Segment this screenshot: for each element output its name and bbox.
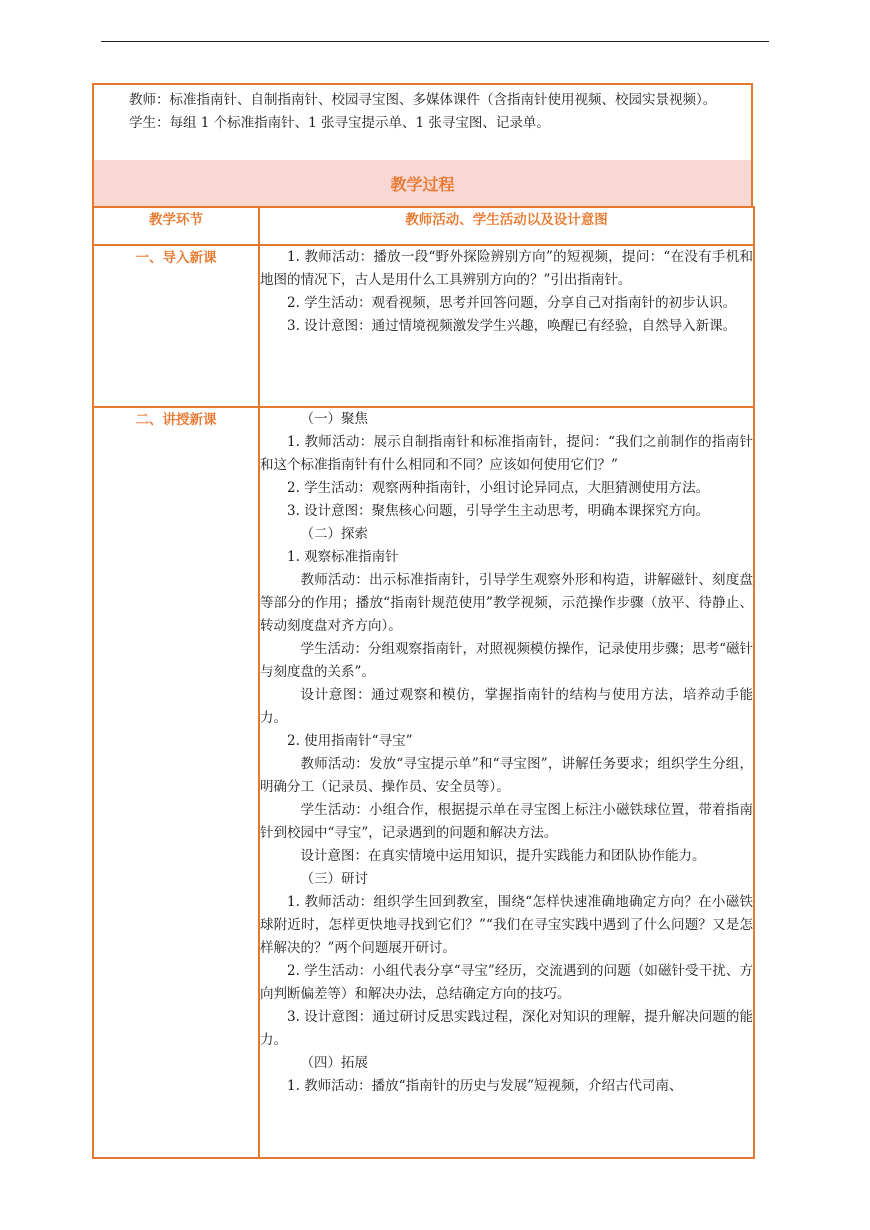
preparation-block bbox=[92, 83, 753, 162]
paragraph: 设计意图：通过观察和模仿，掌握指南针的结构与使用方法，培养动手能力。 bbox=[260, 687, 753, 726]
header-stage: 教学环节 bbox=[93, 207, 259, 245]
table-row bbox=[93, 245, 754, 407]
paragraph: 学生活动：分组观察指南针，对照视频模仿操作，记录使用步骤；思考“磁针与刻度盘的关系”。 bbox=[260, 641, 753, 680]
paragraph: 3. 设计意图：通过研讨反思实践过程，深化对知识的理解，提升解决问题的能力。 bbox=[260, 1009, 753, 1048]
paragraph: 2. 学生活动：观看视频，思考并回答问题，分享自己对指南针的初步认识。 bbox=[287, 295, 737, 311]
section-name: 一、导入新课 bbox=[93, 245, 259, 407]
subheading: （二）探索 bbox=[300, 526, 368, 542]
subheading: 2. 使用指南针“寻宝” bbox=[287, 733, 413, 749]
paragraph: 1. 教师活动：播放“指南针的历史与发展”短视频，介绍古代司南、 bbox=[287, 1078, 683, 1094]
table-row bbox=[93, 407, 754, 1158]
section-content bbox=[259, 407, 754, 1158]
paragraph: 1. 教师活动：组织学生回到教室，围绕“怎样快速准确地确定方向？在小磁铁球附近时，怎样更快地寻找到它们？”“我们在寻宝实践中遇到了什么问题？又是怎样解决的？”两个问题展开研讨。 bbox=[260, 894, 753, 956]
paragraph: 3. 设计意图：通过情境视频激发学生兴趣，唤醒已有经验，自然导入新课。 bbox=[287, 318, 737, 334]
subheading: （一）聚焦 bbox=[300, 411, 368, 427]
subheading: 1. 观察标准指南针 bbox=[287, 549, 399, 565]
paragraph: 1. 教师活动：播放一段“野外探险辨别方向”的短视频，提问：“在没有手机和地图的情况下，古人是用什么工具辨别方向的？”引出指南针。 bbox=[260, 249, 753, 288]
student-materials: 学生：每组 1 个标准指南针、1 张寻宝提示单、1 张寻宝图、记录单。 bbox=[129, 115, 550, 131]
paragraph: 3. 设计意图：聚焦核心问题，引导学生主动思考，明确本课探究方向。 bbox=[287, 503, 710, 519]
paragraph: 2. 学生活动：观察两种指南针，小组讨论异同点，大胆猜测使用方法。 bbox=[287, 480, 710, 496]
paragraph: 2. 学生活动：小组代表分享“寻宝”经历，交流遇到的问题（如磁针受干扰、方向判断偏差等）和解决办法，总结确定方向的技巧。 bbox=[260, 963, 753, 1002]
header-activities: 教师活动、学生活动以及设计意图 bbox=[259, 207, 754, 245]
paragraph: 学生活动：小组合作，根据提示单在寻宝图上标注小磁铁球位置，带着指南针到校园中“寻宝”，记录遇到的问题和解决方法。 bbox=[260, 802, 753, 841]
teacher-materials: 教师：标准指南针、自制指南针、校园寻宝图、多媒体课件（含指南针使用视频、校园实景视频）。 bbox=[129, 92, 717, 108]
paragraph: 设计意图：在真实情境中运用知识，提升实践能力和团队协作能力。 bbox=[300, 848, 706, 864]
subheading: （四）拓展 bbox=[300, 1055, 368, 1071]
subheading: （三）研讨 bbox=[300, 871, 368, 887]
process-title: 教学过程 bbox=[92, 160, 753, 206]
section-content bbox=[259, 245, 754, 407]
paragraph: 1. 教师活动：展示自制指南针和标准指南针，提问：“我们之前制作的指南针和这个标准指南针有什么相同和不同？应该如何使用它们？” bbox=[260, 434, 753, 473]
paragraph: 教师活动：出示标准指南针，引导学生观察外形和构造，讲解磁针、刻度盘等部分的作用；播放“指南针规范使用”教学视频，示范操作步骤（放平、待静止、转动刻度盘对齐方向）。 bbox=[260, 572, 753, 634]
paragraph: 教师活动：发放“寻宝提示单”和“寻宝图”，讲解任务要求；组织学生分组，明确分工（记录员、操作员、安全员等）。 bbox=[260, 756, 753, 795]
section-name: 二、讲授新课 bbox=[93, 407, 259, 1158]
header-rule bbox=[101, 41, 769, 42]
process-table bbox=[92, 206, 755, 1159]
